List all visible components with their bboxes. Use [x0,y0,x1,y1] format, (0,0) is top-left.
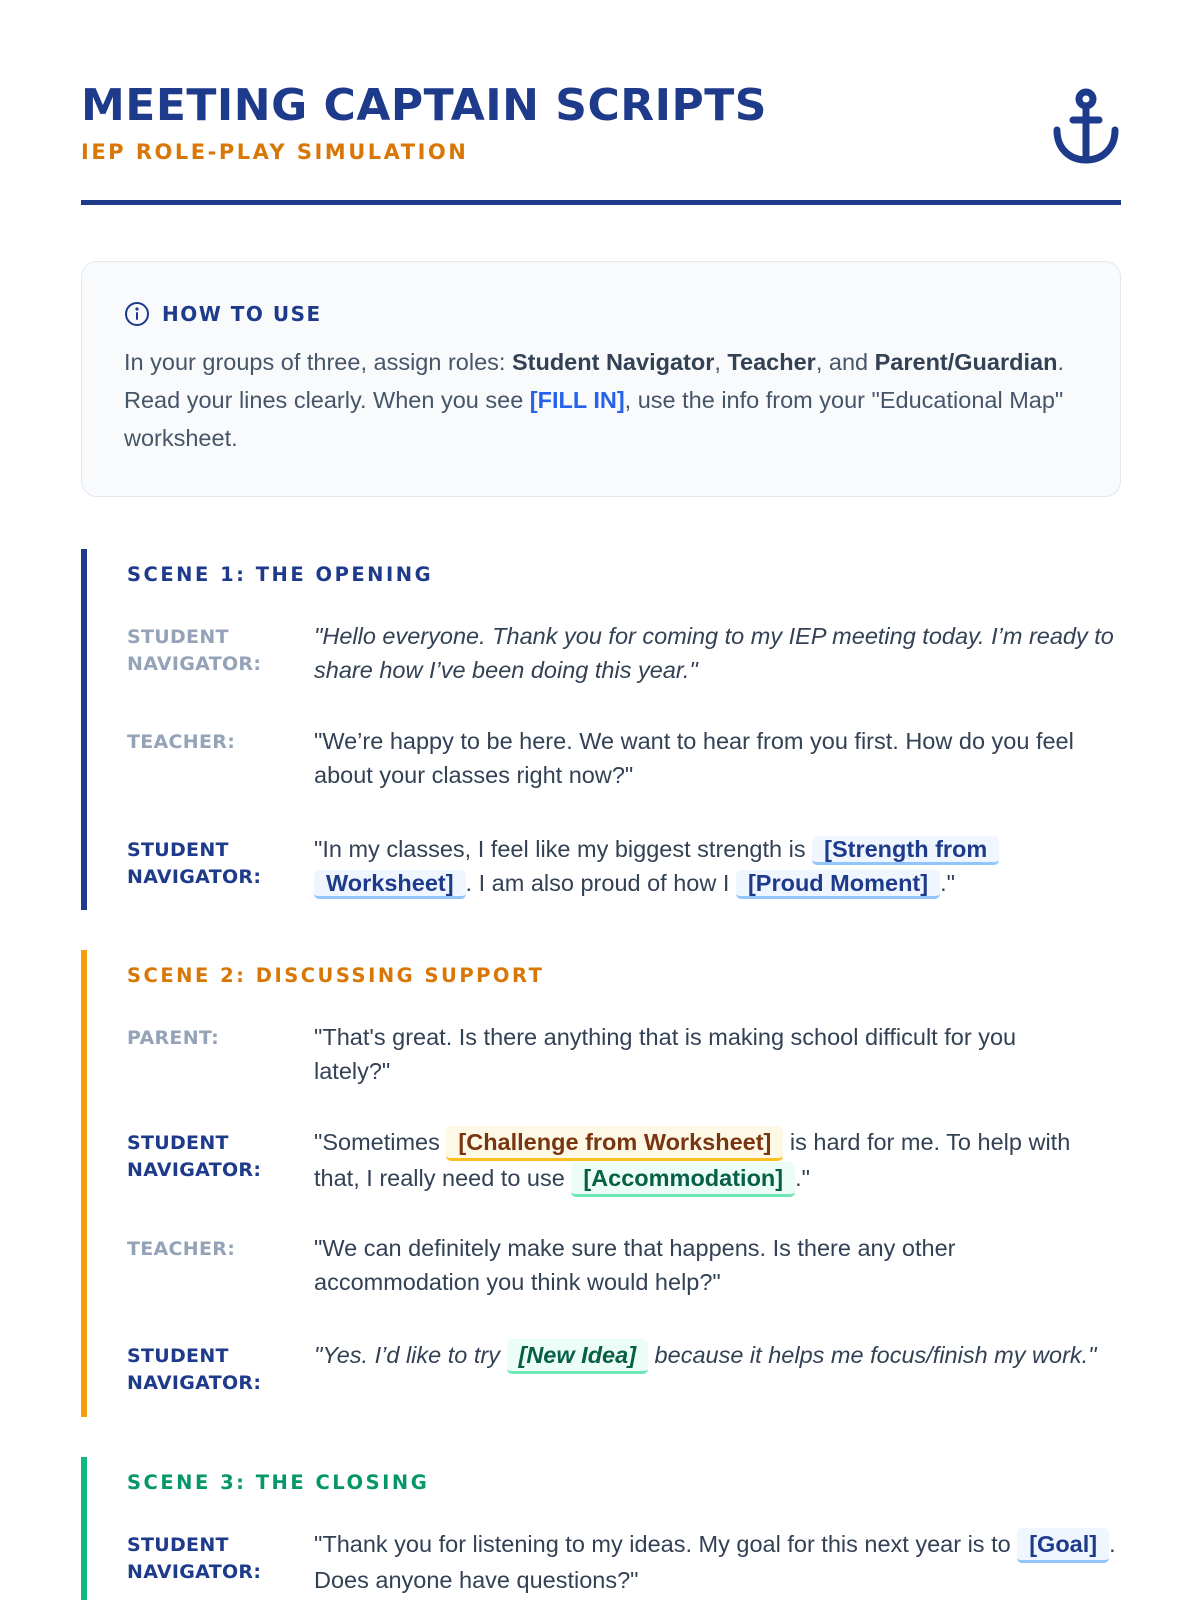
speech-text: "That's great. Is there anything that is making school difficult for you lately?" [314,1024,1017,1084]
speech-part: "Sometimes [314,1129,447,1155]
speech-part: "Thank you for listening to my ideas. My goal for this next year is to [314,1531,1018,1557]
speaker-label: STUDENT NAVIGATOR: [127,1345,262,1394]
speech-part: "Yes. I’d like to try [314,1342,507,1368]
speaker-label: TEACHER: [127,1238,236,1260]
header-divider [81,200,1121,205]
how-to-text-part: , use the info from your "Educational Map" worksheet. [124,387,1064,451]
speech-text: "We can definitely make sure that happens. Is there any other accommodation you think would help?" [314,1235,956,1295]
speech-part: ." [795,1165,810,1191]
speech-part: ." [940,870,955,896]
page-title: MEETING CAPTAIN SCRIPTS [81,80,767,131]
role-teacher: Teacher [727,349,816,375]
page-subtitle: IEP ROLE-PLAY SIMULATION [81,140,469,164]
how-to-use-header [124,300,1080,328]
speech-text [314,1338,1121,1374]
page-header [81,80,1121,208]
speaker-label: STUDENT NAVIGATOR: [127,1534,262,1583]
scene-3 [81,1457,1121,1600]
speech-text: "We’re happy to be here. We want to hear from you first. How do you feel about your classes right now?" [314,728,1074,788]
fill-in-proud-moment[interactable]: [Proud Moment] [736,870,940,899]
role-student-navigator: Student Navigator [511,349,715,375]
scene-1-bar [81,549,87,910]
speech-part: "In my classes, I feel like my biggest strength is [314,836,813,862]
scene-3-title: SCENE 3: THE CLOSING [127,1471,430,1494]
how-to-use-card [81,261,1121,497]
anchor-icon [1051,88,1121,166]
how-to-text-part: , and [815,349,875,375]
how-to-text-part: . Read your lines clearly. When you see [124,349,1064,413]
speaker-label: PARENT: [127,1027,220,1049]
how-to-text-part: In your groups of three, assign roles: [124,349,512,375]
speech-part: is hard for me. To help with that, I really need to use [314,1129,1071,1191]
info-icon [124,301,150,327]
fill-in-keyword: [FILL IN] [529,387,625,413]
speech-part: because it helps me focus/finish my work." [648,1342,1097,1368]
scene-3-bar [81,1457,87,1600]
speech-text [314,1527,1121,1597]
fill-in-challenge[interactable]: [Challenge from Worksheet] [446,1126,783,1161]
how-to-text-part: , [714,349,728,375]
speaker-label: STUDENT NAVIGATOR: [127,626,262,675]
fill-in-new-idea[interactable]: [New Idea] [507,1339,649,1374]
scene-1 [81,549,1121,910]
fill-in-goal[interactable]: [Goal] [1017,1528,1109,1563]
how-to-use-title: HOW TO USE [162,302,322,326]
scene-1-title: SCENE 1: THE OPENING [127,563,434,586]
speech-part: . I am also proud of how I [465,870,736,896]
role-parent-guardian: Parent/Guardian [874,349,1058,375]
scene-2-title: SCENE 2: DISCUSSING SUPPORT [127,964,545,987]
scene-2-bar [81,950,87,1417]
speaker-label: STUDENT NAVIGATOR: [127,839,262,888]
speech-part: . Does anyone have questions?" [314,1531,1116,1593]
speech-text [314,832,1031,900]
fill-in-strength[interactable]: [Strength from Worksheet] [314,836,999,899]
fill-in-accommodation[interactable]: [Accommodation] [571,1162,795,1197]
speech-text [314,1125,1121,1197]
scene-2 [81,950,1121,1417]
speaker-label: STUDENT NAVIGATOR: [127,1132,262,1181]
speech-text: "Hello everyone. Thank you for coming to my IEP meeting today. I’m ready to share how I’ve been doing this year." [314,623,1114,683]
speaker-label: TEACHER: [127,731,236,753]
how-to-use-text [124,343,1080,457]
